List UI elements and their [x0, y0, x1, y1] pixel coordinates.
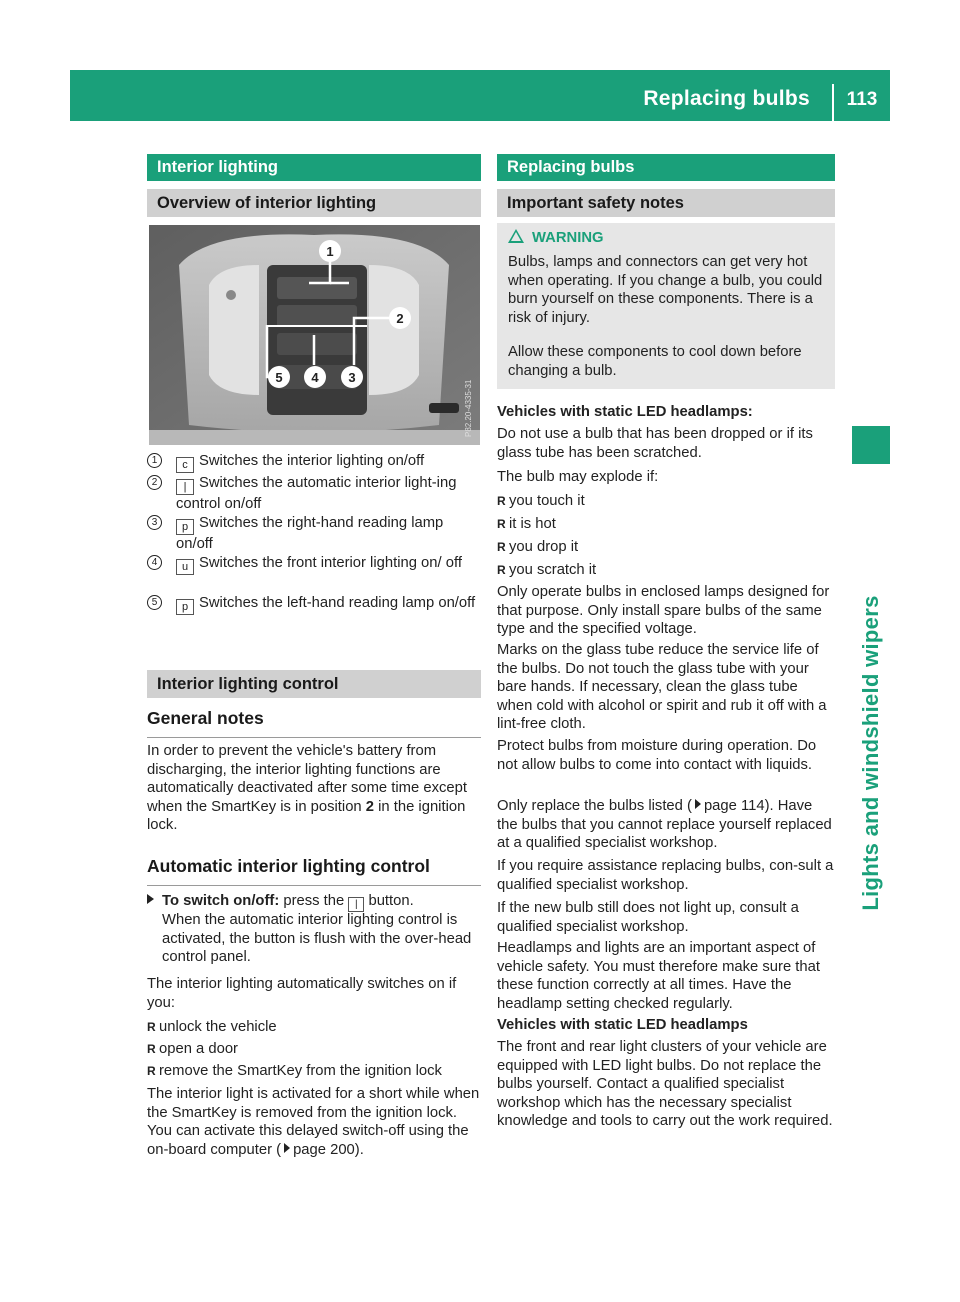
list-item: R it is hot — [497, 516, 556, 532]
delay-paragraph: The interior light is activated for a short while when the SmartKey is removed from the ignition lock. You can activate this delayed switch-off using the on-board computer ( page 200). — [147, 1086, 480, 1158]
legend-number: 1 — [147, 453, 162, 468]
page-header — [70, 70, 890, 121]
explode-intro: The bulb may explode if: — [497, 469, 659, 485]
paragraph-enclosed-lamps: Only operate bulbs in enclosed lamps designed for that purpose. Only install spare bulbs of the same type and the specified voltage. — [497, 584, 830, 638]
header-title: Replacing bulbs — [643, 87, 810, 110]
warning-box — [497, 223, 835, 389]
auto-intro: The interior lighting automatically switches on if you: — [147, 976, 457, 1011]
legend-number: 4 — [147, 555, 162, 570]
legend-text: Switches the front interior lighting on/ off — [199, 555, 462, 571]
svg-text:3: 3 — [348, 370, 356, 385]
callout-5 — [268, 366, 290, 388]
svg-text:5: 5 — [275, 370, 283, 385]
legend-text: Switches the left-hand reading lamp on/off — [199, 595, 476, 611]
page-number: 113 — [846, 89, 878, 110]
paragraph-moisture: Protect bulbs from moisture during operation. Do not allow bulbs to come into contact with liquids. — [497, 738, 817, 773]
warning-triangle-icon — [508, 229, 524, 243]
legend-item-4 — [147, 554, 481, 575]
legend-text: Switches the automatic interior light-ing control on/off — [176, 475, 457, 512]
callout-2 — [389, 307, 411, 329]
general-notes-paragraph: In order to prevent the vehicle's battery from discharging, the interior lighting functions are automatically deactivated after some time except when the SmartKey is in position 2 in the ignition lock. — [147, 743, 467, 834]
list-item: R you scratch it — [497, 562, 597, 578]
led-paragraph: Do not use a bulb that has been dropped or if its glass tube has been scratched. — [497, 426, 813, 461]
step-arrow-icon — [147, 894, 154, 904]
legend-item-5 — [147, 594, 481, 615]
svg-text:1: 1 — [326, 244, 334, 259]
callout-1 — [319, 240, 341, 262]
led-heading-2: Vehicles with static LED headlamps — [497, 1017, 748, 1033]
heading-general-notes: General notes — [147, 708, 481, 738]
svg-text:4: 4 — [311, 370, 319, 385]
list-item: R remove the SmartKey from the ignition lock — [147, 1063, 442, 1079]
chapter-marker — [852, 426, 890, 464]
legend-number: 3 — [147, 515, 162, 530]
legend-item-1 — [147, 452, 481, 473]
control-panel-illustration — [149, 225, 480, 445]
page-ref-arrow-icon — [284, 1143, 290, 1153]
chapter-tab — [848, 480, 894, 1025]
legend-text: Switches the interior lighting on/off — [199, 453, 425, 469]
svg-text:2: 2 — [396, 311, 404, 326]
subsection-title-overview: Overview of interior lighting — [147, 189, 481, 217]
legend-item-2 — [147, 474, 481, 513]
warning-text-1: Bulbs, lamps and connectors can get very hot when operating. If you change a bulb, you could burn yourself on these components. There is a risk of injury. — [508, 254, 823, 326]
step-detail: When the automatic interior lighting control is activated, the button is flush with the over-head control panel. — [162, 912, 472, 966]
auto-light-button-icon: | — [348, 897, 364, 912]
section-title-replacing-bulbs: Replacing bulbs — [497, 154, 835, 181]
heading-automatic-control: Automatic interior lighting control — [147, 856, 481, 886]
interior-light-icon: c — [176, 457, 194, 473]
callout-3 — [341, 366, 363, 388]
warning-text-2: Allow these components to cool down before changing a bulb. — [508, 344, 802, 379]
list-item: R you touch it — [497, 493, 585, 509]
paragraph-new-bulb: If the new bulb still does not light up, consult a qualified specialist workshop. — [497, 900, 799, 935]
legend-text: Switches the right-hand reading lamp on/off — [176, 515, 444, 552]
overhead-control-panel-photo — [149, 225, 480, 445]
paragraph-assistance: If you require assistance replacing bulbs, con-sult a qualified specialist workshop. — [497, 858, 834, 893]
subsection-title-control: Interior lighting control — [147, 670, 481, 698]
led-heading: Vehicles with static LED headlamps: — [497, 404, 753, 420]
warning-title: WARNING — [508, 229, 604, 246]
list-item: R open a door — [147, 1041, 238, 1057]
legend-item-3 — [147, 514, 481, 553]
auto-light-icon: | — [176, 479, 194, 495]
paragraph-led-final: The front and rear light clusters of your vehicle are equipped with LED light bulbs. Do not replace the bulbs yourself. Contact a qualified specialist workshop which has the necessary specialist knowledge and tools to carry out the work required. — [497, 1039, 833, 1130]
reading-lamp-icon: p — [176, 519, 194, 535]
subsection-title-safety: Important safety notes — [497, 189, 835, 217]
reading-lamp-icon: p — [176, 599, 194, 615]
list-item: R unlock the vehicle — [147, 1019, 277, 1035]
legend-number: 5 — [147, 595, 162, 610]
chapter-tab-label: Lights and windshield wipers — [858, 594, 883, 911]
paragraph-replace-listed: Only replace the bulbs listed ( page 114). Have the bulbs that you cannot replace yourself replaced at a qualified specialist workshop. — [497, 798, 832, 852]
callout-4 — [304, 366, 326, 388]
section-title-interior-lighting: Interior lighting — [147, 154, 481, 181]
paragraph-headlamps: Headlamps and lights are an important aspect of vehicle safety. You must therefore make sure that these function correctly at all times. Have the headlamp setting checked regularly. — [497, 940, 820, 1012]
list-item: R you drop it — [497, 539, 579, 555]
front-light-icon: u — [176, 559, 194, 575]
page-ref-arrow-icon — [695, 799, 701, 809]
photo-code: P82.20-4335-31 — [464, 379, 473, 437]
paragraph-glass-marks: Marks on the glass tube reduce the service life of the bulbs. Do not touch the glass tube with your bare hands. If necessary, clean the glass tube when cold with alcohol or spirit and rub it off with a lint-free cloth. — [497, 642, 827, 733]
step-switch-on-off: To switch on/off: press the | button. — [147, 892, 481, 912]
legend-number: 2 — [147, 475, 162, 490]
